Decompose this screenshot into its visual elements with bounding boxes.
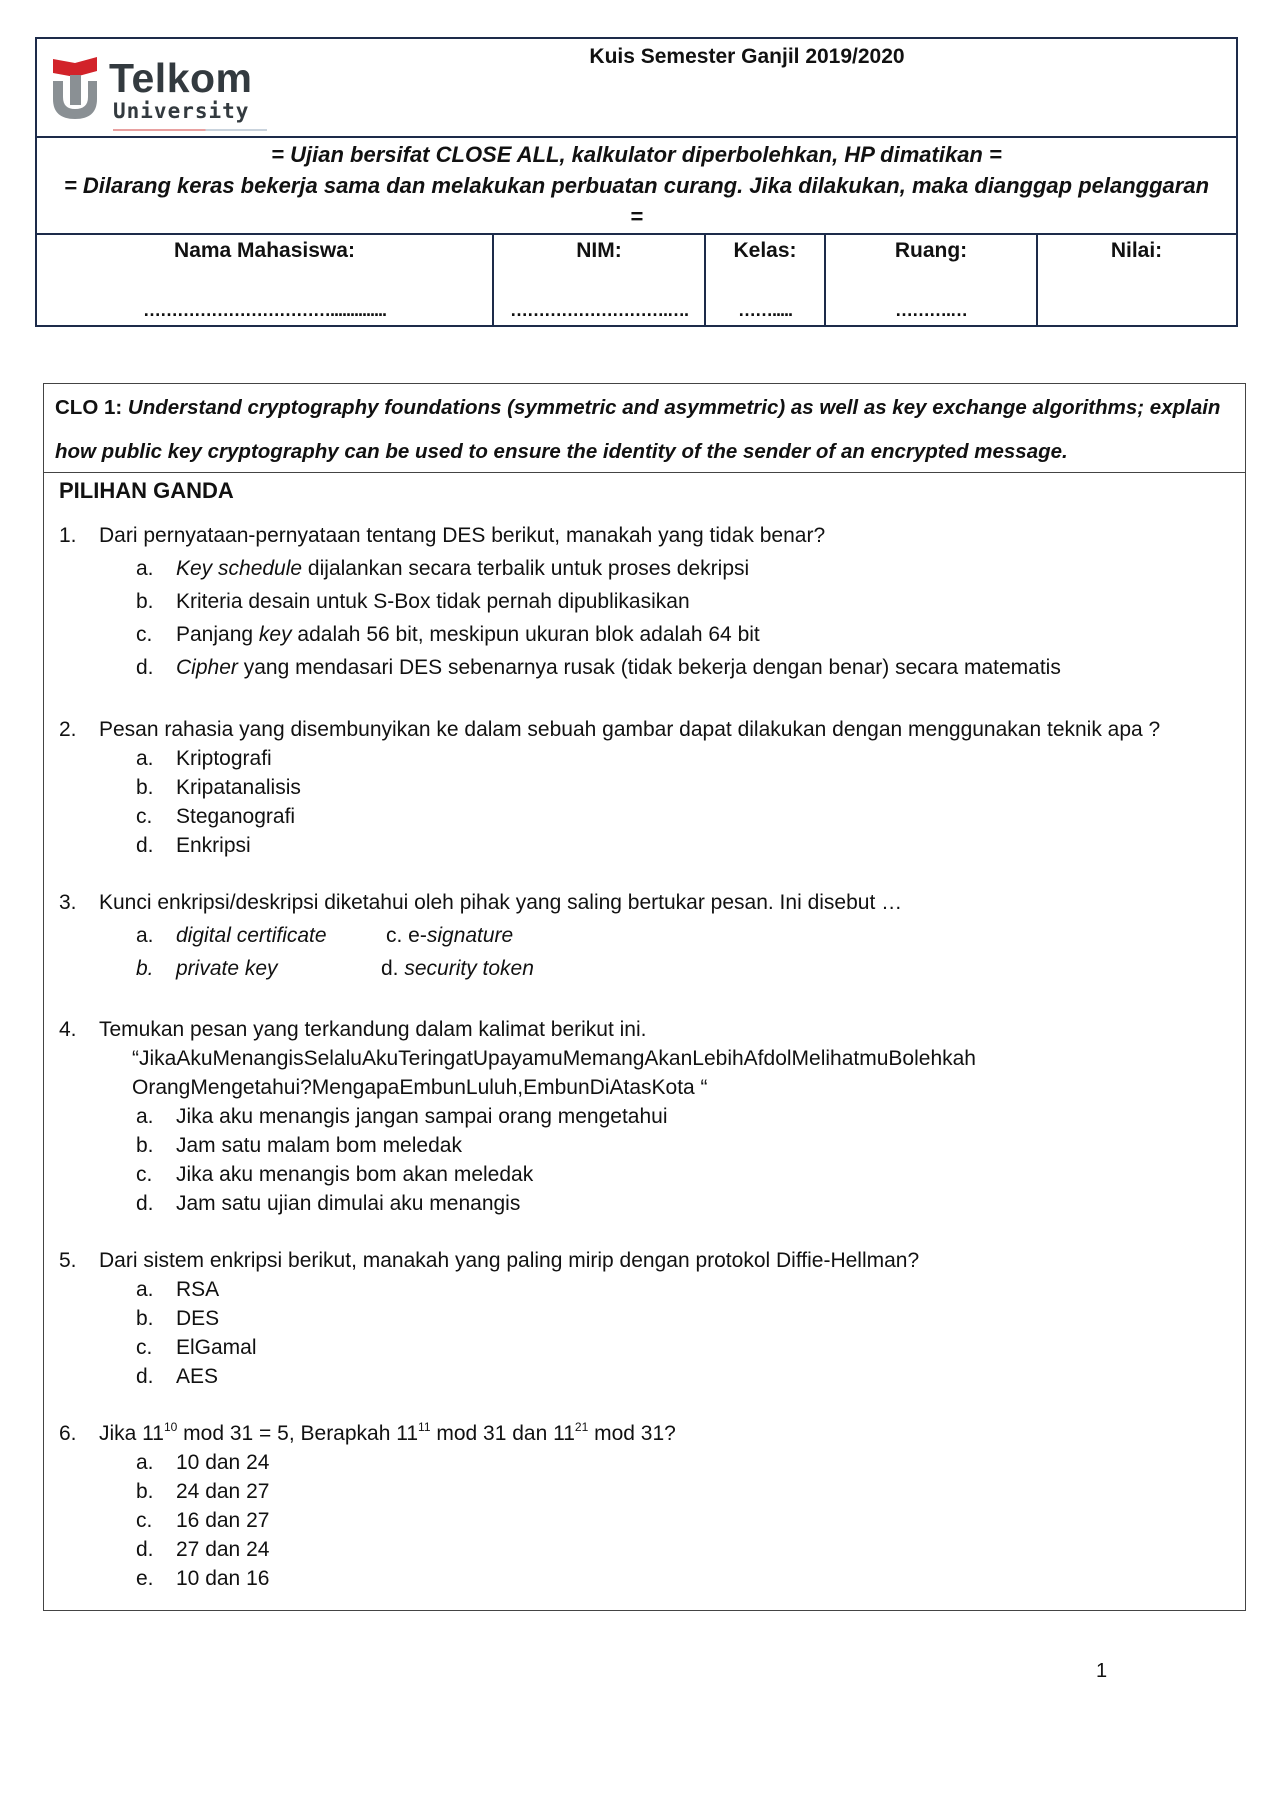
option-letter: b. [136, 1307, 154, 1330]
option-letter: a. [136, 557, 154, 580]
option-e[interactable] [136, 1567, 269, 1591]
field-label: Kelas: [733, 239, 797, 262]
field-label: Nilai: [1110, 239, 1163, 262]
exam-title: Kuis Semester Ganjil 2019/2020 [589, 45, 905, 68]
question-stem: Kunci enkripsi/deskripsi diketahui oleh pihak yang saling bertukar pesan. Ini disebut … [99, 891, 903, 914]
option-letter: c. [136, 1509, 153, 1532]
option-d[interactable] [136, 1365, 218, 1389]
option-text: Kriteria desain untuk S-Box tidak pernah dipublikasikan [176, 590, 690, 613]
question-stem: Temukan pesan yang terkandung dalam kalimat berikut ini. [99, 1018, 647, 1041]
option-c[interactable] [136, 805, 295, 829]
option-text: AES [176, 1365, 219, 1388]
question-number: 6. [59, 1422, 77, 1445]
option-text: Jika aku menangis jangan sampai orang mengetahui [176, 1105, 668, 1128]
question-number: 5. [59, 1249, 77, 1272]
option-b[interactable] [136, 1480, 269, 1504]
option-text: ElGamal [176, 1336, 257, 1359]
option-letter: a. [136, 924, 154, 947]
option-text: Jam satu ujian dimulai aku menangis [176, 1192, 521, 1215]
option-italic: Key schedule [176, 557, 303, 580]
question-box [43, 383, 1246, 1611]
exponent: 11 [418, 1420, 431, 1434]
rule-line-1: = Ujian bersifat CLOSE ALL, kalkulator diperbolehkan, HP dimatikan = [271, 142, 1002, 167]
quoted-sentence-1: “JikaAkuMenangisSelaluAkuTeringatUpayamuMemangAkanLebihAfdolMelihatmuBolehkah [132, 1047, 976, 1070]
option-text: DES [176, 1307, 220, 1330]
option-letter: c. [136, 805, 153, 828]
option-letter: a. [136, 1105, 154, 1128]
option-letter: a. [136, 1278, 154, 1301]
option-text: RSA [176, 1278, 220, 1301]
question-number: 1. [59, 524, 77, 547]
option-b[interactable] [136, 590, 690, 614]
question-stem: Pesan rahasia yang disembunyikan ke dalam sebuah gambar dapat dilakukan dengan menggunakan teknik apa ? [99, 718, 1161, 741]
stem-part: mod 31 = 5, Berapkah 11 [177, 1422, 419, 1445]
option-italic: Cipher [176, 656, 238, 679]
question-text [59, 1018, 646, 1042]
option-text: 10 dan 24 [176, 1451, 270, 1474]
option-text: Kripatanalisis [176, 776, 301, 799]
option-letter: b. [136, 1134, 154, 1157]
exam-header [35, 37, 1238, 327]
field-blank: ……………………….…. [509, 300, 688, 320]
field-label: Ruang: [894, 239, 968, 262]
option-text: 27 dan 24 [176, 1538, 270, 1561]
option-c[interactable] [386, 924, 513, 948]
question-text [59, 1422, 676, 1446]
field-label: Nama Mahasiswa: [174, 239, 355, 262]
option-letter: a. [136, 747, 154, 770]
question-text [59, 1249, 919, 1273]
telkom-logo-icon [51, 53, 101, 123]
option-d[interactable] [136, 1538, 269, 1562]
stem-part: Jika 11 [99, 1422, 164, 1445]
student-id-row [37, 235, 1236, 325]
question-number: 4. [59, 1018, 77, 1041]
field-blank: ……….… [894, 300, 967, 320]
question-number: 2. [59, 718, 77, 741]
question-stem: Dari pernyataan-pernyataan tentang DES berikut, manakah yang tidak benar? [99, 524, 826, 547]
option-d[interactable] [136, 834, 251, 858]
option-b[interactable] [136, 1134, 462, 1158]
option-a[interactable] [136, 924, 327, 948]
exponent: 21 [574, 1420, 589, 1434]
rule-line-2: = Dilarang keras bekerja sama dan melakukan perbuatan curang. Jika dilakukan, maka dianggap pelanggaran [63, 173, 1210, 198]
field-blank: ……..... [737, 300, 792, 320]
field-nama-mahasiswa[interactable] [37, 235, 494, 325]
option-d[interactable] [136, 1192, 520, 1216]
question-text [59, 891, 902, 915]
option-text: Jika aku menangis bom akan meledak [176, 1163, 534, 1186]
field-ruang[interactable] [826, 235, 1038, 325]
option-letter: d. [136, 1365, 154, 1388]
header-top-row [37, 39, 1236, 138]
quoted-sentence-2: OrangMengetahui?MengapaEmbunLuluh,EmbunDiAtasKota “ [132, 1076, 708, 1099]
question-text [59, 524, 825, 548]
logo-subtitle: University [113, 99, 250, 123]
question-number: 3. [59, 891, 77, 914]
option-italic: digital certificate [176, 924, 327, 947]
option-a[interactable] [136, 1451, 269, 1475]
option-b[interactable] [136, 776, 301, 800]
rule-line-3: = [630, 204, 643, 229]
stem-part: mod 31? [588, 1422, 676, 1445]
option-text: Enkripsi [176, 834, 251, 857]
stem-part: mod 31 dan 11 [430, 1422, 575, 1445]
option-text: yang mendasari DES sebenarnya rusak (tidak bekerja dengan benar) secara matematis [237, 656, 1061, 679]
option-letter: d. [136, 834, 154, 857]
option-c[interactable] [136, 1163, 533, 1187]
clo-text-1: Understand cryptography foundations (symmetric and asymmetric) as well as key exchange algorithms; explain [127, 396, 1221, 419]
option-text: dijalankan secara terbalik untuk proses dekripsi [302, 557, 750, 580]
option-text: Steganografi [176, 805, 296, 828]
option-a[interactable] [136, 557, 749, 581]
option-letter: c. [136, 1336, 153, 1359]
option-text: 10 dan 16 [176, 1567, 270, 1590]
option-italic: security token [404, 957, 534, 980]
option-text: d. [381, 957, 405, 980]
field-nilai[interactable] [1038, 235, 1235, 325]
option-text: Panjang [176, 623, 259, 646]
section-title: PILIHAN GANDA [59, 478, 234, 503]
page-number: 1 [1096, 1660, 1108, 1682]
option-a[interactable] [136, 747, 272, 771]
option-d[interactable] [381, 957, 534, 981]
option-a[interactable] [136, 1278, 219, 1302]
option-c[interactable] [136, 1509, 269, 1533]
option-letter: b. [136, 957, 154, 980]
option-italic: signature [426, 924, 514, 947]
option-c[interactable] [136, 1336, 257, 1360]
option-text: 16 dan 27 [176, 1509, 270, 1532]
option-letter: b. [136, 776, 154, 799]
option-text: adalah 56 bit, meskipun ukuran blok adalah 64 bit [291, 623, 760, 646]
option-b[interactable] [136, 1307, 219, 1331]
option-letter: c. [136, 1163, 153, 1186]
telkom-university-logo [51, 53, 271, 125]
option-letter: d. [136, 1192, 154, 1215]
option-text: Jam satu malam bom meledak [176, 1134, 462, 1157]
field-blank: …………………………….............. [142, 300, 386, 320]
option-a[interactable] [136, 1105, 667, 1129]
clo-label: CLO 1: [55, 396, 123, 419]
option-letter: a. [136, 1451, 154, 1474]
option-text: c. e- [386, 924, 427, 947]
option-italic: private key [176, 957, 278, 980]
option-d[interactable] [136, 656, 1061, 680]
option-letter: c. [136, 623, 153, 646]
option-c[interactable] [136, 623, 760, 647]
question-text [59, 718, 1160, 742]
field-label: NIM: [576, 239, 622, 262]
option-letter: d. [136, 656, 154, 679]
question-stem: Dari sistem enkripsi berikut, manakah yang paling mirip dengan protokol Diffie-Hellman? [99, 1249, 920, 1272]
field-nim[interactable] [494, 235, 706, 325]
option-text: 24 dan 27 [176, 1480, 270, 1503]
logo-name: Telkom [109, 55, 253, 101]
option-letter: d. [136, 1538, 154, 1561]
option-italic: key [258, 623, 292, 646]
clo-statement [44, 384, 1245, 473]
option-letter: b. [136, 590, 154, 613]
option-letter: e. [136, 1567, 154, 1590]
option-b[interactable] [136, 957, 278, 981]
exponent: 10 [163, 1420, 178, 1434]
option-text: Kriptografi [176, 747, 272, 770]
exam-rules [37, 138, 1236, 235]
option-letter: b. [136, 1480, 154, 1503]
clo-text-2: how public key cryptography can be used to ensure the identity of the sender of an encrypted message. [55, 440, 1068, 463]
field-kelas[interactable] [706, 235, 826, 325]
logo-underline [113, 129, 267, 131]
